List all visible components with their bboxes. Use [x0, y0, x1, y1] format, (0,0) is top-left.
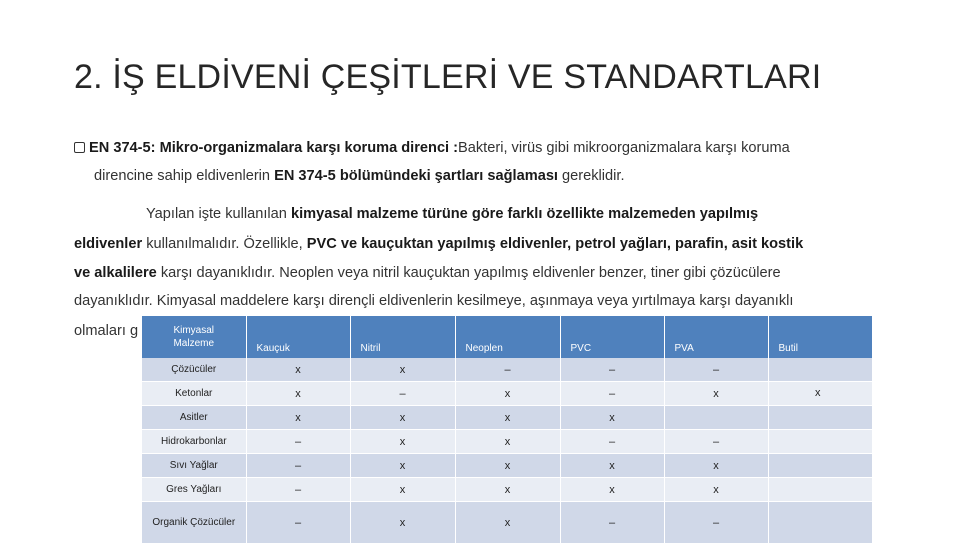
table-cell: –	[664, 430, 768, 454]
table-cell: x	[350, 454, 455, 478]
glove-material-table	[142, 316, 873, 544]
header-butil: Butil	[768, 316, 872, 358]
table-cell: x	[455, 454, 560, 478]
row-label: Çözücüler	[142, 358, 246, 382]
table-cell: x	[455, 502, 560, 544]
table-cell	[768, 358, 872, 382]
table-row	[142, 478, 872, 502]
bullet-bold-text: EN 374-5: Mikro-organizmalara karşı koruma direnci :	[89, 140, 459, 156]
header-chemical-material	[142, 316, 246, 358]
paragraph-bold-text: kimyasal malzeme türüne göre farklı özellikte malzemeden yapılmış	[290, 206, 759, 222]
bullet-line-2	[94, 168, 625, 184]
header-kaucuk: Kauçuk	[246, 316, 350, 358]
row-label: Organik Çözücüler	[142, 502, 246, 544]
bullet-text: direncine sahip eldivenlerin	[94, 168, 275, 184]
paragraph-bold-text: eldivenler	[74, 236, 143, 252]
bullet-bold-text: EN 374-5 bölümündeki şartları sağlaması	[274, 168, 558, 184]
header-neoplen: Neoplen	[455, 316, 560, 358]
paragraph-line-2	[74, 236, 803, 252]
header-nitril: Nitril	[350, 316, 455, 358]
table-extra-mark: x	[815, 386, 821, 399]
paragraph-bold-text: ve alkalilere	[74, 265, 157, 281]
row-label: Ketonlar	[142, 382, 246, 406]
bullet-line-1	[74, 140, 790, 156]
table-cell: x	[350, 406, 455, 430]
table-cell	[768, 478, 872, 502]
paragraph-line-1	[146, 206, 758, 222]
paragraph-text: kullanılmalıdır. Özellikle,	[142, 236, 307, 252]
table-cell: x	[455, 382, 560, 406]
paragraph-text: olmaları g	[74, 323, 139, 339]
table-cell: x	[560, 478, 664, 502]
paragraph-line-4	[74, 293, 793, 309]
table-cell: –	[560, 430, 664, 454]
table-cell: –	[560, 502, 664, 544]
row-label: Gres Yağları	[142, 478, 246, 502]
table-row	[142, 430, 872, 454]
table-cell: x	[350, 502, 455, 544]
table-cell	[664, 406, 768, 430]
table-cell: x	[455, 430, 560, 454]
table-cell	[768, 454, 872, 478]
table-cell: x	[246, 406, 350, 430]
table-cell: x	[664, 454, 768, 478]
table-cell: –	[246, 502, 350, 544]
table-cell: x	[246, 382, 350, 406]
bullet-text: Bakteri, virüs gibi mikroorganizmalara karşı koruma	[458, 140, 790, 156]
row-label: Hidrokarbonlar	[142, 430, 246, 454]
table-cell: –	[246, 454, 350, 478]
table-cell: –	[246, 430, 350, 454]
header-label-line-2: Malzeme	[173, 338, 215, 349]
table-row	[142, 382, 872, 406]
table-cell: –	[350, 382, 455, 406]
table-cell: x	[350, 358, 455, 382]
table-header-row	[142, 316, 872, 358]
table-cell: x	[455, 478, 560, 502]
table-cell: x	[664, 478, 768, 502]
table-cell: –	[246, 478, 350, 502]
table-cell: x	[350, 430, 455, 454]
table-cell: –	[455, 358, 560, 382]
paragraph-text: dayanıklıdır. Kimyasal maddelere karşı dirençli eldivenlerin kesilmeye, aşınmaya veya yırtılmaya karşı dayanıklı	[74, 293, 794, 309]
checkbox-bullet-icon	[74, 142, 85, 153]
table-cell	[768, 406, 872, 430]
page-title: 2. İŞ ELDİVENİ ÇEŞİTLERİ VE STANDARTLARI	[74, 58, 822, 96]
table-cell	[768, 502, 872, 544]
table-cell: x	[560, 406, 664, 430]
table-row	[142, 358, 872, 382]
table-cell	[768, 430, 872, 454]
paragraph-text: karşı dayanıklıdır. Neoplen veya nitril kauçuktan yapılmış eldivenler benzer, tiner gibi çözücülere	[156, 265, 781, 281]
paragraph-line-3	[74, 265, 781, 281]
table-cell: –	[664, 502, 768, 544]
table-row	[142, 406, 872, 430]
table-cell: x	[350, 478, 455, 502]
header-label-line-1: Kimyasal	[173, 325, 215, 336]
table-row	[142, 502, 872, 544]
row-label: Asitler	[142, 406, 246, 430]
table-cell: –	[664, 358, 768, 382]
table-cell: x	[455, 406, 560, 430]
table-cell: x	[246, 358, 350, 382]
row-label: Sıvı Yağlar	[142, 454, 246, 478]
bullet-text: gereklidir.	[558, 168, 625, 184]
table-cell: –	[560, 358, 664, 382]
table-row	[142, 454, 872, 478]
table-cell: x	[664, 382, 768, 406]
table-cell: –	[560, 382, 664, 406]
paragraph-bold-text: PVC ve kauçuktan yapılmış eldivenler, petrol yağları, parafin, asit kostik	[306, 236, 804, 252]
header-pvc: PVC	[560, 316, 664, 358]
paragraph-text: Yapılan işte kullanılan	[146, 206, 291, 222]
header-pva: PVA	[664, 316, 768, 358]
table-cell: x	[560, 454, 664, 478]
paragraph-line-5	[74, 323, 138, 339]
